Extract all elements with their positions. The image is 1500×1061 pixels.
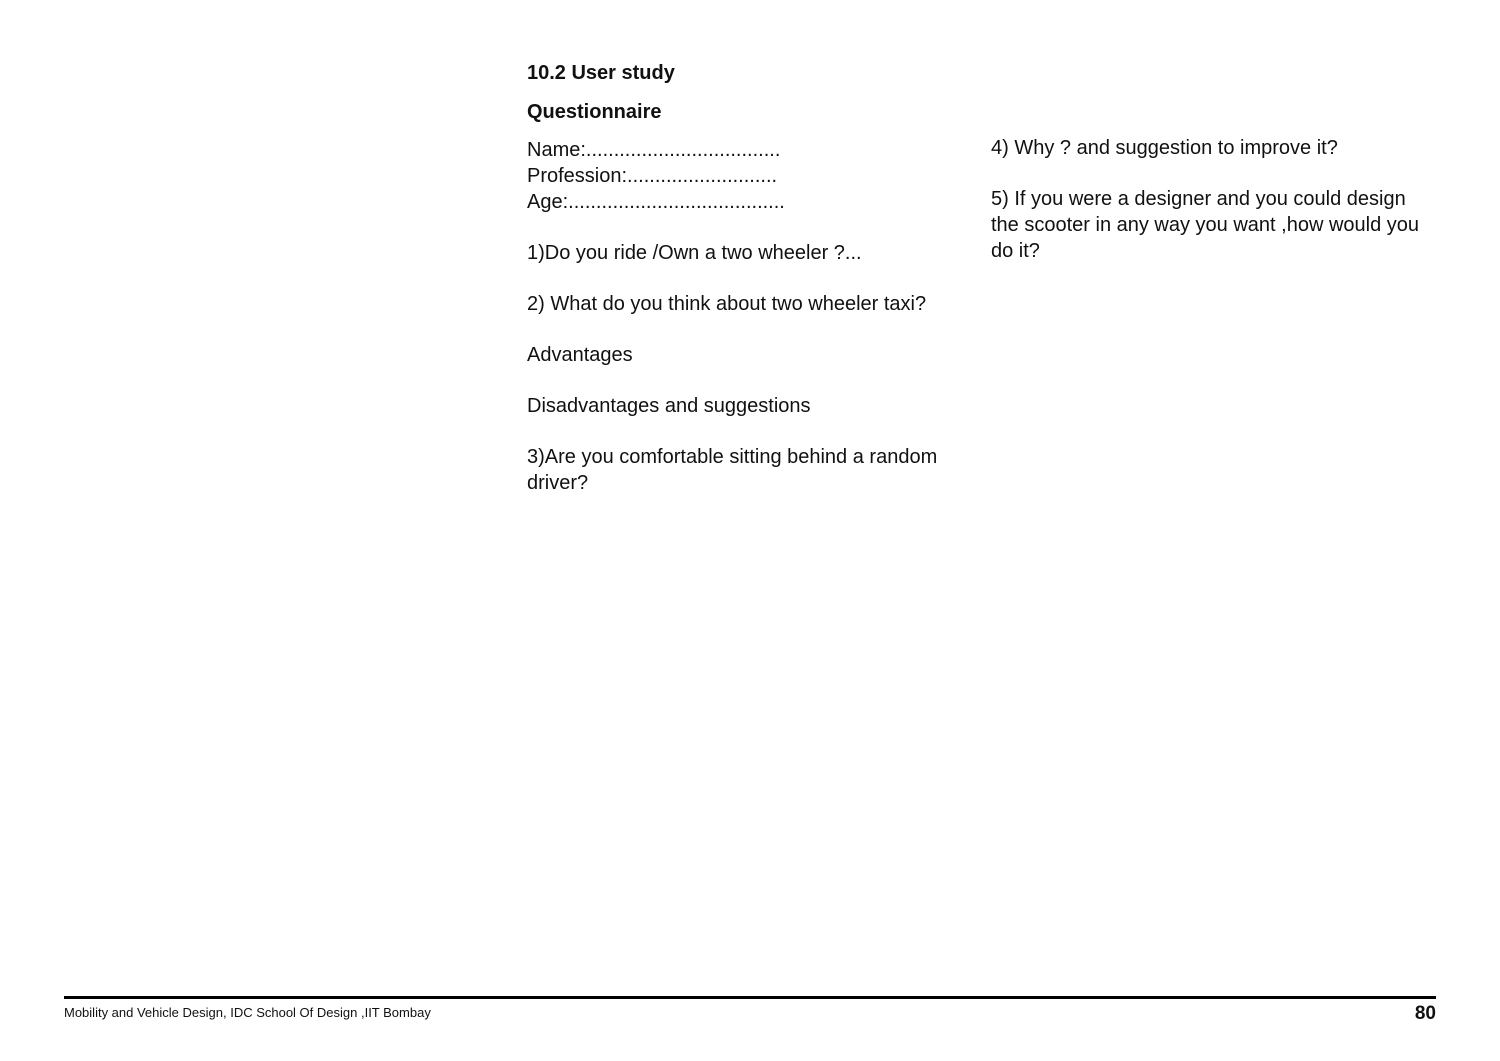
- left-column: [527, 137, 977, 521]
- name-field: Name:...................................: [527, 139, 781, 161]
- question-5: 5) If you were a designer and you could design the scooter in any way you want ,how would you do it?: [991, 188, 1420, 262]
- footer-text: Mobility and Vehicle Design, IDC School Of Design ,IIT Bombay: [64, 1005, 431, 1020]
- form-fields: [527, 137, 977, 215]
- question-2: 2) What do you think about two wheeler taxi?: [527, 293, 927, 315]
- age-field: Age:.......................................: [527, 191, 785, 213]
- advantages-label: Advantages: [527, 344, 633, 366]
- profession-field: Profession:...........................: [527, 165, 778, 187]
- section-title: 10.2 User study: [527, 62, 675, 84]
- right-column: [991, 135, 1421, 289]
- question-3: 3)Are you comfortable sitting behind a random driver?: [527, 446, 938, 494]
- disadvantages-label: Disadvantages and suggestions: [527, 395, 811, 417]
- questionnaire-heading: Questionnaire: [527, 101, 662, 123]
- page-number: 80: [1414, 1003, 1436, 1024]
- question-4: 4) Why ? and suggestion to improve it?: [991, 137, 1338, 159]
- footer-divider: [64, 996, 1436, 999]
- question-1: 1)Do you ride /Own a two wheeler ?...: [527, 242, 862, 264]
